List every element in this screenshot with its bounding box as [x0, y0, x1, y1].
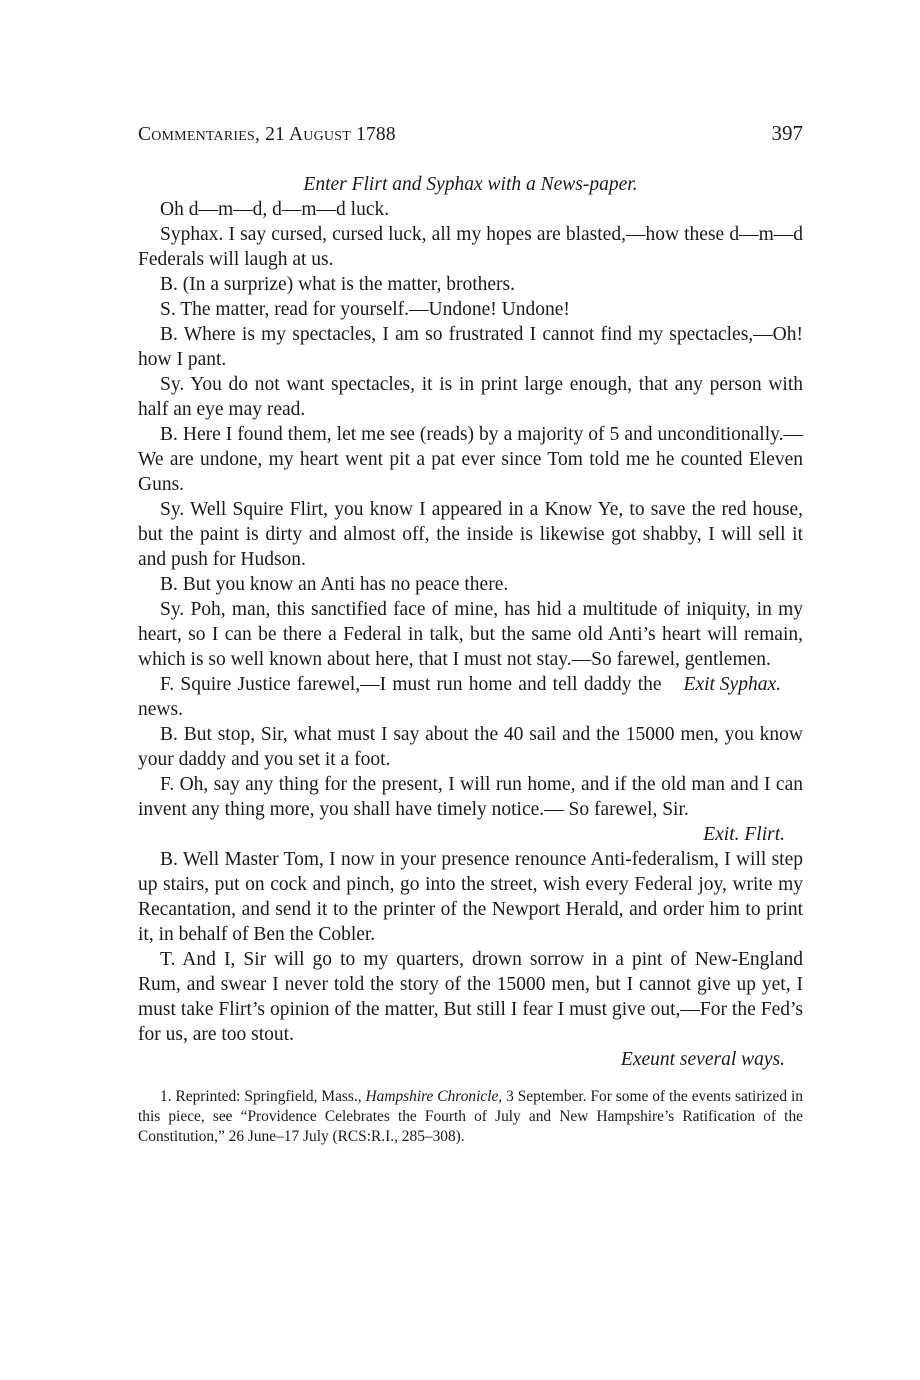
- dialogue-paragraph: B. (In a surprize) what is the matter, brothers.: [160, 274, 515, 295]
- dialogue-paragraph: Sy. You do not want spectacles, it is in print large enough, that any person with half an eye may read.: [138, 374, 803, 420]
- dialogue-paragraph-with-exit: [138, 597, 803, 695]
- running-title: Commentaries, 21 August 1788: [138, 124, 396, 145]
- dialogue-paragraph: B. But stop, Sir, what must I say about the 40 sail and the 15000 men, you know your daddy and you set it a foot.: [138, 724, 803, 770]
- footnote: [138, 1087, 803, 1147]
- stage-direction-exeunt: Exeunt several ways.: [620, 1049, 785, 1070]
- dialogue-paragraph: T. And I, Sir will go to my quarters, drown sorrow in a pint of New-England Rum, and swear I never told the story of the 15000 men, but I cannot give up yet, I must take Flirt’s opinion of the matter, But still I fear I must give out,—For the Fed’s for us, are too stout.: [138, 949, 803, 1045]
- footnote-publication-title: Hampshire Chronicle,: [365, 1088, 503, 1105]
- dialogue-paragraph: Syphax. I say cursed, cursed luck, all my hopes are blasted,—how these d—m—d Federals will laugh at us.: [138, 224, 803, 270]
- dialogue-paragraph: B. Well Master Tom, I now in your presence renounce Anti-federalism, I will step up stairs, put on cock and pinch, go into the street, wish every Federal joy, write my Recantation, and send it to the printer of the Newport Herald, and order him to print it, in behalf of Ben the Cobler.: [138, 849, 803, 945]
- dialogue-paragraph: B. Here I found them, let me see (reads) by a majority of 5 and unconditionally.—We are undone, my heart went pit a pat ever since Tom told me he counted Eleven Guns.: [138, 424, 803, 495]
- running-head: [138, 118, 803, 150]
- dialogue-paragraph: F. Squire Justice farewel,—I must run home and tell daddy the news.: [138, 674, 662, 720]
- dialogue-paragraph: B. Where is my spectacles, I am so frustrated I cannot find my spectacles,—Oh! how I pant.: [138, 324, 803, 370]
- dialogue-text: Sy. Poh, man, this sanctified face of mine, has hid a multitude of iniquity, in my heart, so I can be there a Federal in talk, but the same old Anti’s heart will remain, which is so well known about here, that I must not stay.—So farewel, gentlemen.: [138, 599, 803, 670]
- dialogue-paragraph: Oh d—m—d, d—m—d luck.: [160, 199, 390, 220]
- stage-direction-enter: Enter Flirt and Syphax with a News-paper.: [303, 174, 638, 195]
- footnote-text-before: 1. Reprinted: Springfield, Mass.,: [160, 1088, 366, 1105]
- footnote-text-after: 3 September. For some of the events satirized in this piece, see “Providence Celebrates the Fourth of July and New Hampshire’s Ratification of the Constitution,” 26 June–17 July (RCS:R.I., 285–308).: [138, 1088, 803, 1145]
- dialogue-paragraph: S. The matter, read for yourself.—Undone! Undone!: [160, 299, 570, 320]
- page-number: 397: [771, 121, 803, 145]
- dialogue-paragraph: Sy. Well Squire Flirt, you know I appeared in a Know Ye, to save the red house, but the paint is dirty and almost off, the inside is likewise got shabby, I will sell it and push for Hudson.: [138, 499, 803, 570]
- stage-direction-exit-flirt: Exit. Flirt.: [703, 824, 785, 845]
- document-page: [138, 118, 803, 1147]
- dialogue-paragraph: B. But you know an Anti has no peace there.: [160, 574, 509, 595]
- dialogue-paragraph: F. Oh, say any thing for the present, I will run home, and if the old man and I can invent any thing more, you shall have timely notice.— So farewel, Sir.: [138, 774, 803, 820]
- stage-direction-exit-syphax: Exit Syphax.: [683, 674, 781, 695]
